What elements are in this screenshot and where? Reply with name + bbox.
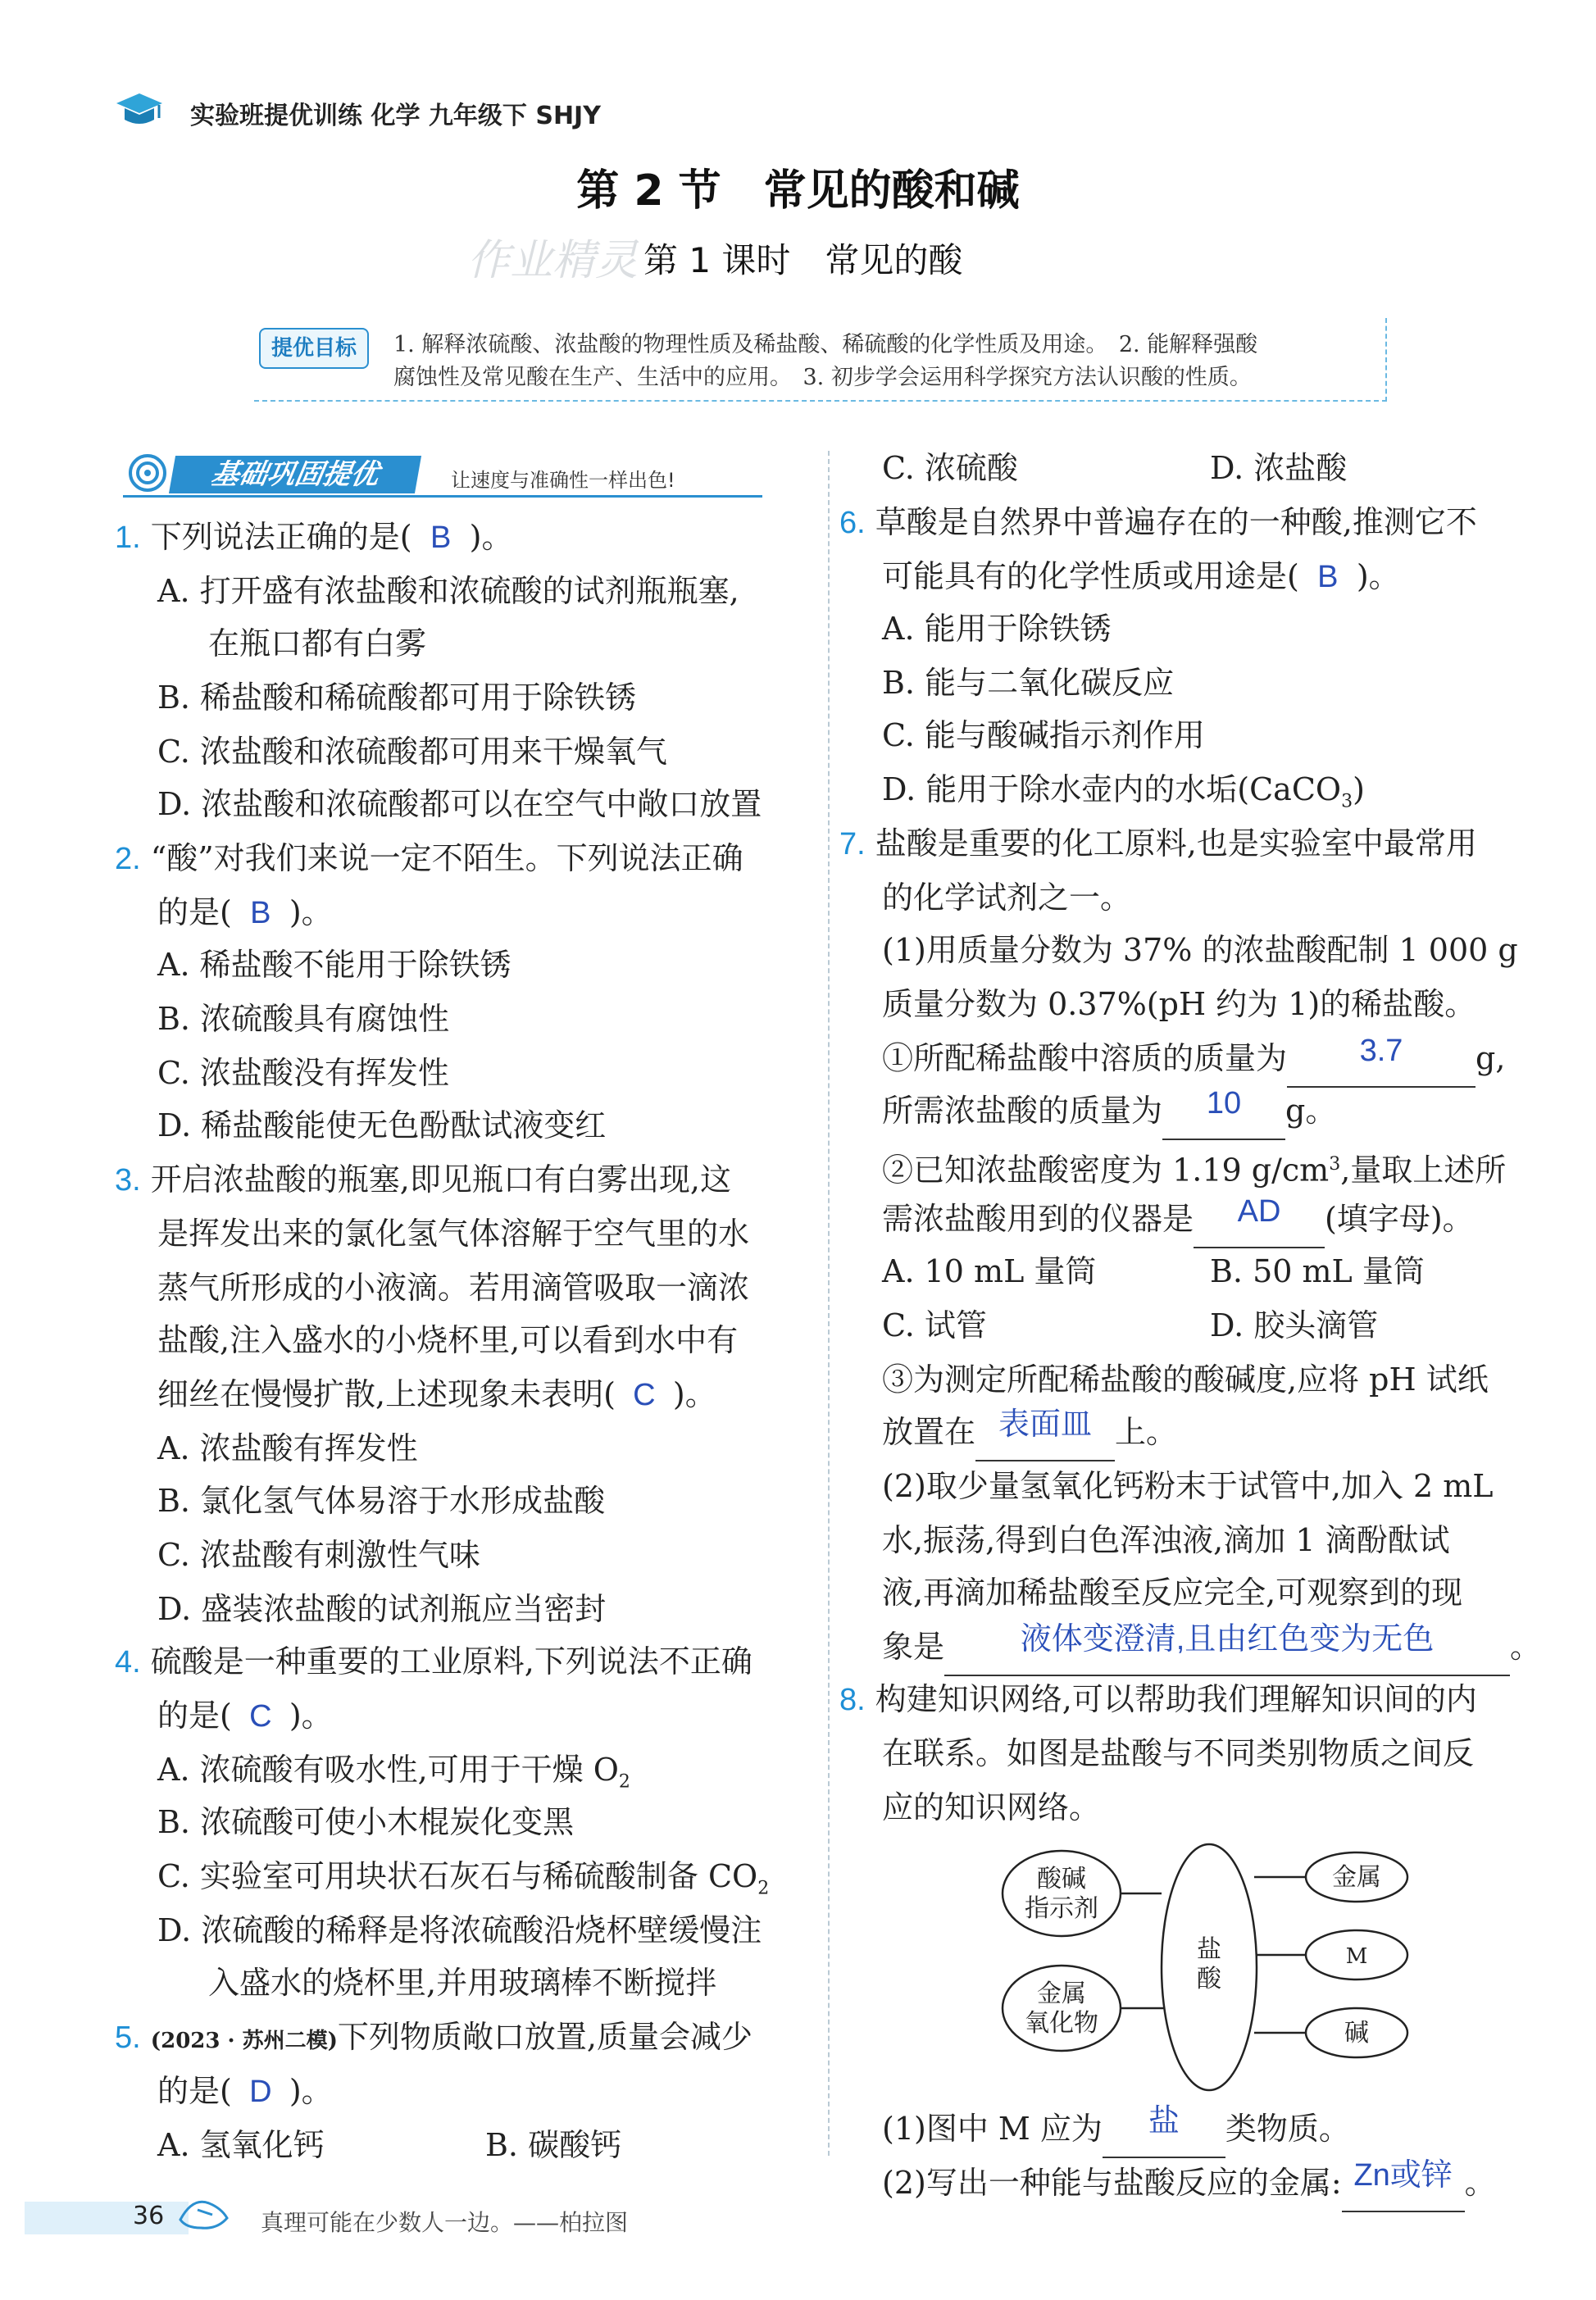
q4-option-c-sub: 2 xyxy=(757,1878,770,1899)
q7-answer-3: AD xyxy=(1237,1194,1281,1229)
diagram-center-label-1: 盐 xyxy=(1197,1935,1221,1964)
q1-option-a-cont: 在瓶口都有白雾 xyxy=(208,625,427,661)
q8-sub2-text: (2)写出一种能与盐酸反应的金属: xyxy=(882,2165,1342,2201)
q2-option-b: B. 浓硫酸具有腐蚀性 xyxy=(157,1001,450,1037)
q7-blank-5[interactable] xyxy=(944,1620,1510,1676)
q7-blank-4[interactable] xyxy=(975,1405,1115,1461)
q5-answer: D xyxy=(249,2075,272,2109)
q7-sub6-post: 上。 xyxy=(1115,1414,1178,1450)
q7-stem-2: 的化学试剂之一。 xyxy=(882,880,1132,916)
q2-option-a: A. 稀盐酸不能用于除铁锈 xyxy=(157,947,512,983)
q6-stem-1 xyxy=(839,495,1477,550)
q7-option-d: D. 胶头滴管 xyxy=(1210,1307,1379,1343)
q4-end: )。 xyxy=(289,1698,333,1734)
q5-option-d: D. 浓盐酸 xyxy=(1210,450,1348,486)
q2-option-d: D. 稀盐酸能使无色酚酞试液变红 xyxy=(157,1107,607,1143)
q7-part2-line2: 水,振荡,得到白色浑浊液,滴加 1 滴酚酞试 xyxy=(882,1522,1450,1558)
q7-sub1-post: g, xyxy=(1476,1040,1506,1076)
banner-title: 基础巩固提优 xyxy=(169,456,421,493)
q7-blank-2[interactable] xyxy=(1162,1084,1285,1140)
column-divider xyxy=(828,451,830,2156)
hand-icon xyxy=(176,2187,234,2236)
q6-stem-text: 草酸是自然界中普遍存在的一种酸,推测它不 xyxy=(875,504,1477,540)
q7-part1-line1: (1)用质量分数为 37% 的浓盐酸配制 1 000 g xyxy=(882,932,1518,968)
q5-stem-text: 下列物质敞口放置,质量会减少 xyxy=(337,2019,753,2055)
footer-quote: 真理可能在少数人一边。——柏拉图 xyxy=(261,2209,629,2236)
lesson-title: 第 1 课时 常见的酸 xyxy=(643,240,963,280)
q1-stem xyxy=(115,510,512,565)
q7-sub1 xyxy=(882,1031,1505,1088)
q3-option-b: B. 氯化氢气体易溶于水形成盐酸 xyxy=(157,1483,606,1519)
goals-label: 提优目标 xyxy=(259,328,369,369)
q7-number: 7. xyxy=(839,827,866,861)
q1-option-a: A. 打开盛有浓盐酸和浓硫酸的试剂瓶瓶塞, xyxy=(157,573,739,609)
q7-sub2-post: g。 xyxy=(1285,1093,1337,1129)
q6-answer: B xyxy=(1317,560,1339,594)
q7-option-c: C. 试管 xyxy=(882,1307,987,1343)
q2-answer: B xyxy=(250,896,271,930)
goals-line-2: 腐蚀性及常见酸在生产、生活中的应用。 3. 初步学会运用科学探究方法认识酸的性质。 xyxy=(393,365,1252,390)
q4-option-d-cont: 入盛水的烧杯里,并用玻璃棒不断搅拌 xyxy=(208,1965,717,2001)
q6-stem2-text: 可能具有的化学性质或用途是( xyxy=(882,558,1299,594)
q4-answer: C xyxy=(249,1699,272,1734)
diagram-indicator-node xyxy=(1003,1851,1121,1936)
q4-option-d: D. 浓硫酸的稀释是将浓硫酸沿烧杯壁缓慢注 xyxy=(157,1912,762,1948)
diagram-indicator-label-2: 指示剂 xyxy=(1025,1894,1098,1923)
q2-option-c: C. 浓盐酸没有挥发性 xyxy=(157,1055,449,1091)
q4-number: 4. xyxy=(115,1645,141,1680)
q7-option-a: A. 10 mL 量筒 xyxy=(882,1253,1097,1289)
q8-sub2 xyxy=(882,2156,1496,2212)
q7-option-b: B. 50 mL 量筒 xyxy=(1210,1253,1425,1289)
header-series: 实验班提优训练 化学 九年级下 SHJY xyxy=(190,102,601,130)
q7-sub3-post: ,量取上述所 xyxy=(1340,1152,1507,1189)
q7-answer-4: 表面皿 xyxy=(998,1407,1093,1442)
q8-sub1 xyxy=(882,2102,1350,2158)
page-number: 36 xyxy=(133,2202,165,2230)
q2-end: )。 xyxy=(289,894,333,930)
q3-line-3: 蒸气所形成的小液滴。若用滴管吸取一滴浓 xyxy=(157,1270,750,1306)
q7-sub4-post: (填字母)。 xyxy=(1325,1201,1474,1237)
q3-line-5 xyxy=(157,1367,716,1422)
q6-option-a: A. 能用于除铁锈 xyxy=(882,611,1112,647)
q2-stem-1 xyxy=(115,831,743,886)
goals-line-1: 1. 解释浓硫酸、浓盐酸的物理性质及稀盐酸、稀硫酸的化学性质及用途。 2. 能解释强酸 xyxy=(393,332,1258,357)
q5-option-c: C. 浓硫酸 xyxy=(882,450,1018,486)
q7-sub6-text: 放置在 xyxy=(882,1414,976,1450)
q7-sub4-text: 需浓盐酸用到的仪器是 xyxy=(882,1201,1194,1237)
q7-part2-line3: 液,再滴加稀盐酸至反应完全,可观察到的现 xyxy=(882,1575,1463,1611)
q4-option-a-text: A. 浓硫酸有吸水性,可用于干燥 O xyxy=(157,1752,619,1788)
q7-part1-line2: 质量分数为 0.37%(pH 约为 1)的稀盐酸。 xyxy=(882,986,1476,1022)
diagram-oxide-label-1: 金属 xyxy=(1037,1980,1086,2008)
diagram-m-label: M xyxy=(1345,1944,1368,1969)
q7-sub3 xyxy=(882,1138,1506,1198)
q1-stem-text: 下列说法正确的是( xyxy=(150,519,412,555)
q3-option-a: A. 浓盐酸有挥发性 xyxy=(157,1430,418,1466)
q8-sub1-text: (1)图中 M 应为 xyxy=(882,2111,1103,2147)
q1-option-b: B. 稀盐酸和稀硫酸都可用于除铁锈 xyxy=(157,680,637,716)
q1-answer: B xyxy=(430,520,452,555)
q6-option-b: B. 能与二氧化碳反应 xyxy=(882,665,1175,701)
knowledge-network-diagram xyxy=(984,1836,1426,2098)
q5-option-b: B. 碳酸钙 xyxy=(485,2127,622,2163)
q7-answer-1: 3.7 xyxy=(1359,1034,1403,1068)
q8-line-2: 在联系。如图是盐酸与不同类别物质之间反 xyxy=(882,1735,1475,1771)
q4-stem-text: 硫酸是一种重要的工业原料,下列说法不正确 xyxy=(150,1643,753,1680)
diagram-metal-label: 金属 xyxy=(1332,1863,1381,1892)
q8-line-1 xyxy=(839,1672,1477,1727)
q6-option-d-end: ) xyxy=(1353,771,1365,807)
q7-part2-end: 。 xyxy=(1510,1629,1542,1665)
q7-answer-2: 10 xyxy=(1206,1086,1242,1120)
q7-sub4 xyxy=(882,1192,1474,1248)
q7-stem-1 xyxy=(839,816,1477,871)
q7-sub6 xyxy=(882,1405,1177,1461)
q3-option-c: C. 浓盐酸有刺激性气味 xyxy=(157,1537,480,1573)
q5-number: 5. xyxy=(115,2020,141,2055)
diagram-indicator-label-1: 酸碱 xyxy=(1037,1865,1086,1893)
q3-answer: C xyxy=(633,1378,656,1412)
q4-option-c-text: C. 实验室可用块状石灰石与稀硫酸制备 CO xyxy=(157,1858,758,1894)
watermark: 作业精灵 xyxy=(467,236,639,285)
q1-end: )。 xyxy=(469,519,513,555)
q8-line-1-text: 构建知识网络,可以帮助我们理解知识间的内 xyxy=(875,1681,1477,1717)
q4-option-a-sub: 2 xyxy=(618,1771,630,1793)
q8-number: 8. xyxy=(839,1683,866,1717)
q8-blank-2[interactable] xyxy=(1342,2156,1465,2212)
target-icon xyxy=(127,452,168,493)
q7-part2-line1: (2)取少量氢氧化钙粉末于试管中,加入 2 mL xyxy=(882,1468,1494,1504)
q7-stem-text: 盐酸是重要的化工原料,也是实验室中最常用 xyxy=(875,825,1477,861)
q7-answer-5: 液体变澄清,且由红色变为无色 xyxy=(1020,1622,1435,1657)
q7-sub2 xyxy=(882,1084,1336,1140)
q2-stem2-text: 的是( xyxy=(157,894,232,930)
section-title: 第 2 节 常见的酸和碱 xyxy=(576,166,1020,216)
banner-tagline: 让速度与准确性一样出色! xyxy=(451,469,675,492)
q7-sub2-text: 所需浓盐酸的质量为 xyxy=(882,1093,1163,1129)
q3-line-2: 是挥发出来的氯化氢气体溶解于空气里的水 xyxy=(157,1216,750,1252)
q8-answer-1: 盐 xyxy=(1148,2104,1180,2139)
diagram-oxide-label-2: 氧化物 xyxy=(1025,2009,1098,2038)
q3-line-4: 盐酸,注入盛水的小烧杯里,可以看到水中有 xyxy=(157,1322,739,1358)
q5-option-a: A. 氢氧化钙 xyxy=(157,2127,325,2163)
q6-option-d-sub: 3 xyxy=(1341,791,1353,812)
q5-source: (2023 · 苏州二模) xyxy=(150,2029,338,2053)
q5-stem2-text: 的是( xyxy=(157,2073,232,2109)
q3-line-5-text: 细丝在慢慢扩散,上述现象未表明( xyxy=(157,1376,616,1412)
q7-sub5: ③为测定所配稀盐酸的酸碱度,应将 pH 试纸 xyxy=(882,1361,1489,1398)
q5-stem-2 xyxy=(157,2064,333,2119)
q7-part2-line4 xyxy=(882,1620,1541,1676)
diagram-oxide-node xyxy=(1003,1966,1121,2051)
q7-part2-line4-text: 象是 xyxy=(882,1629,945,1665)
q7-sub3-text: ②已知浓盐酸密度为 1.19 g/cm xyxy=(882,1152,1330,1189)
q7-sub3-sup: 3 xyxy=(1329,1154,1341,1175)
q3-end: )。 xyxy=(672,1376,716,1412)
q6-option-d-text: D. 能用于除水壶内的水垢(CaCO xyxy=(882,771,1342,807)
q2-number: 2. xyxy=(115,842,141,876)
q3-line-1 xyxy=(115,1152,731,1207)
q6-number: 6. xyxy=(839,506,866,540)
diagram-base-label: 碱 xyxy=(1344,2019,1369,2048)
q6-stem-2 xyxy=(882,549,1400,604)
q3-line-1-text: 开启浓盐酸的瓶塞,即见瓶口有白雾出现,这 xyxy=(150,1161,731,1198)
q2-stem-2 xyxy=(157,885,333,940)
q1-option-c: C. 浓盐酸和浓硫酸都可用来干燥氧气 xyxy=(157,734,667,770)
q8-line-3: 应的知识网络。 xyxy=(882,1789,1101,1825)
q4-stem2-text: 的是( xyxy=(157,1698,232,1734)
q7-sub1-text: ①所配稀盐酸中溶质的质量为 xyxy=(882,1040,1288,1076)
q6-end: )。 xyxy=(1356,558,1400,594)
q8-sub2-post: 。 xyxy=(1464,2165,1496,2201)
header-logo-icon xyxy=(115,90,164,131)
q5-end: )。 xyxy=(289,2073,333,2109)
q1-option-d: D. 浓盐酸和浓硫酸都可以在空气中敞口放置 xyxy=(157,786,762,822)
q3-number: 3. xyxy=(115,1163,141,1198)
diagram-center-label-2: 酸 xyxy=(1197,1965,1221,1993)
q4-option-b: B. 浓硫酸可使小木棍炭化变黑 xyxy=(157,1804,575,1840)
q4-stem-2 xyxy=(157,1689,333,1743)
q1-number: 1. xyxy=(115,520,141,555)
q7-blank-3[interactable] xyxy=(1194,1192,1325,1248)
q3-option-d: D. 盛装浓盐酸的试剂瓶应当密封 xyxy=(157,1591,607,1627)
q8-answer-2: Zn或锌 xyxy=(1353,2158,1453,2193)
q2-stem-text: “酸”对我们来说一定不陌生。下列说法正确 xyxy=(150,840,743,876)
q8-sub1-post: 类物质。 xyxy=(1225,2111,1350,2147)
q8-blank-1[interactable] xyxy=(1103,2102,1225,2158)
q4-stem-1 xyxy=(115,1634,753,1689)
q7-blank-1[interactable] xyxy=(1287,1031,1476,1088)
q5-stem-1 xyxy=(115,2010,753,2068)
q6-option-c: C. 能与酸碱指示剂作用 xyxy=(882,717,1205,753)
